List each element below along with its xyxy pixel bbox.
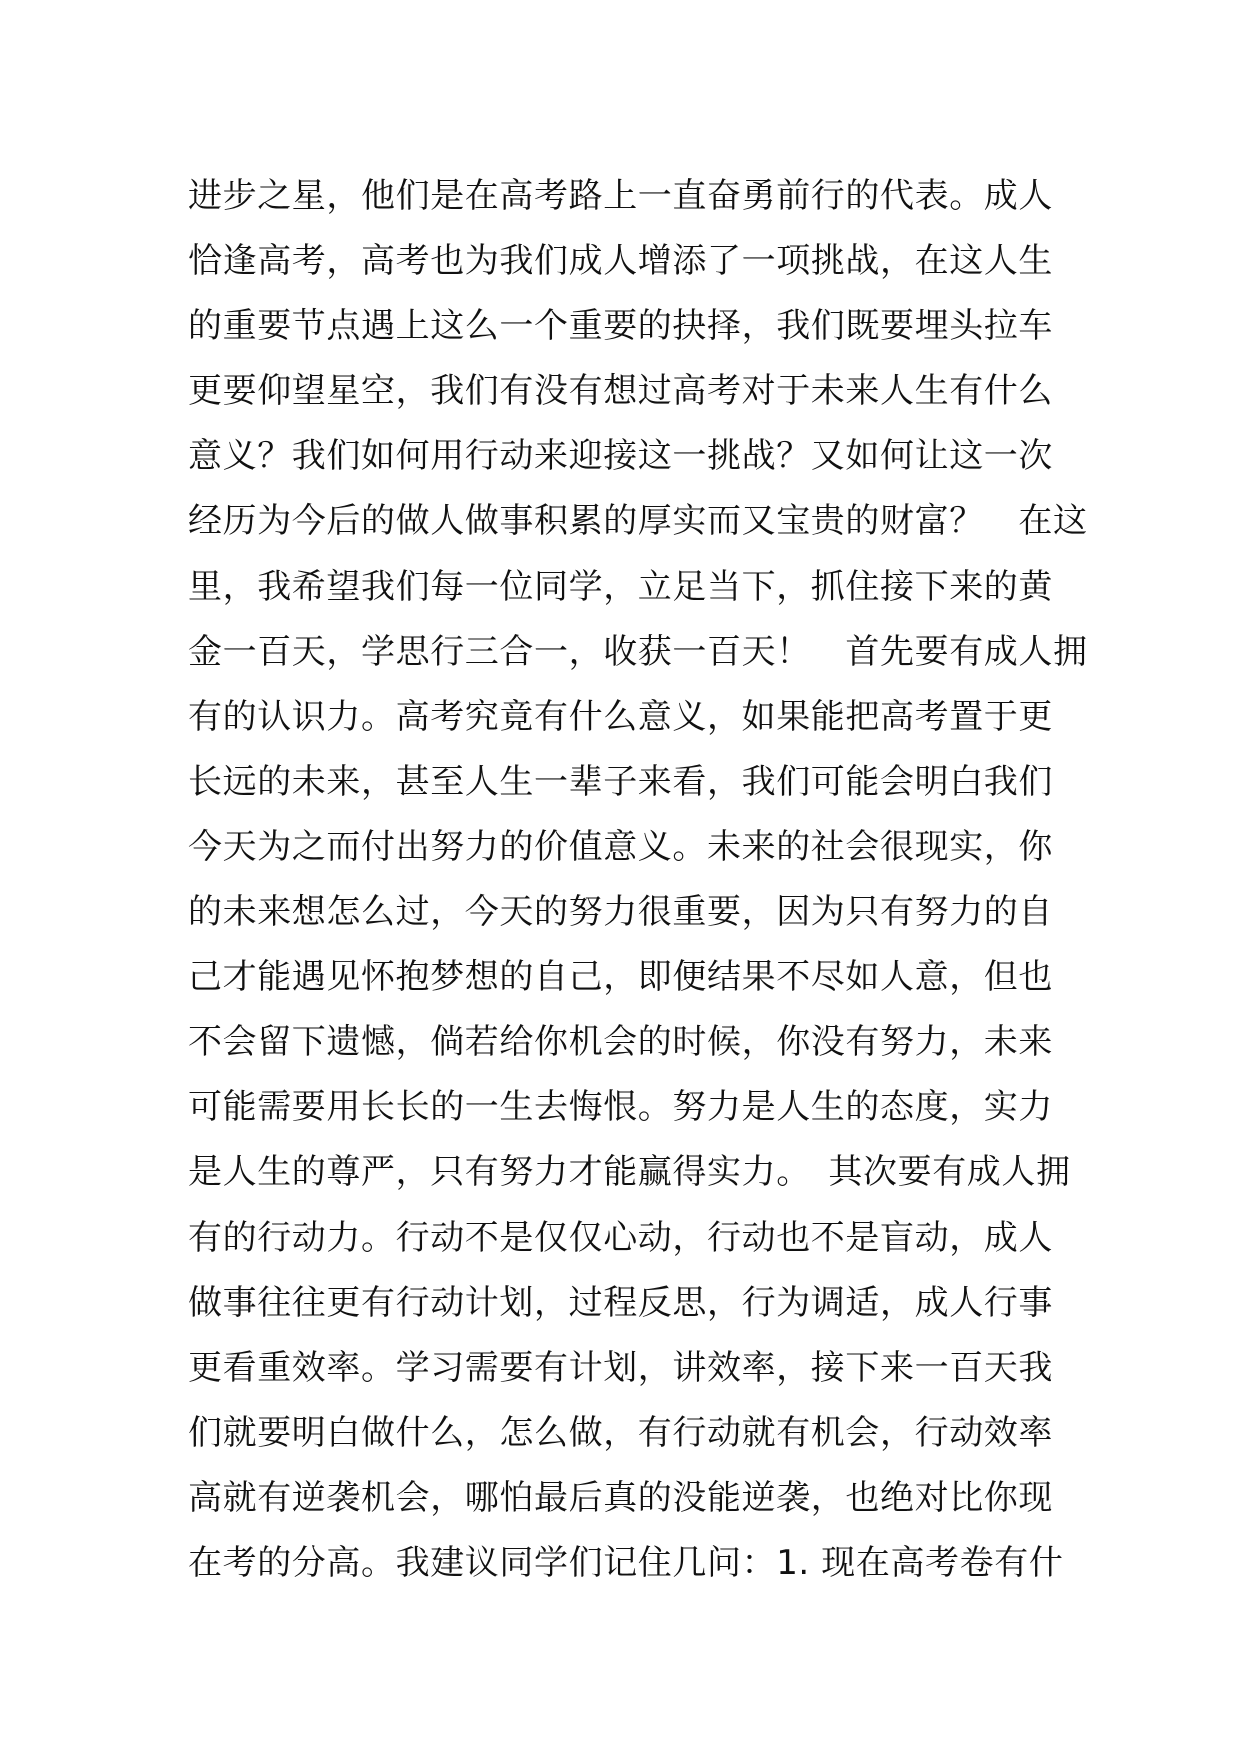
- text-line-3: 的重要节点遇上这么一个重要的抉择，我们既要埋头拉车: [188, 306, 1053, 347]
- text-line-19: 更看重效率。学习需要有计划，讲效率，接下来一百天我: [188, 1347, 1053, 1388]
- text-line-14: 不会留下遗憾，倘若给你机会的时候，你没有努力，未来: [188, 1022, 1053, 1063]
- text-line-20: 们就要明白做什么，怎么做，有行动就有机会，行动效率: [188, 1412, 1053, 1453]
- text-line-5: 意义？我们如何用行动来迎接这一挑战？又如何让这一次: [188, 436, 1053, 477]
- text-line-7: 里，我希望我们每一位同学，立足当下，抓住接下来的黄: [188, 566, 1053, 607]
- text-line-8: 金一百天，学思行三合一，收获一百天！ 首先要有成人拥: [188, 631, 1088, 672]
- text-line-11: 今天为之而付出努力的价值意义。未来的社会很现实，你: [188, 826, 1053, 867]
- text-line-18: 做事往往更有行动计划，过程反思，行为调适，成人行事: [188, 1282, 1053, 1323]
- text-line-9: 有的认识力。高考究竟有什么意义，如果能把高考置于更: [188, 696, 1053, 737]
- text-line-4: 更要仰望星空，我们有没有想过高考对于未来人生有什么: [188, 371, 1053, 412]
- text-line-6: 经历为今后的做人做事积累的厚实而又宝贵的财富？ 在这: [188, 501, 1088, 542]
- text-line-13: 己才能遇见怀抱梦想的自己，即便结果不尽如人意，但也: [188, 957, 1053, 998]
- text-line-21: 高就有逆袭机会，哪怕最后真的没能逆袭，也绝对比你现: [188, 1477, 1053, 1518]
- body-text: [188, 164, 1088, 1596]
- text-line-17: 有的行动力。行动不是仅仅心动，行动也不是盲动，成人: [188, 1217, 1053, 1258]
- text-line-12: 的未来想怎么过，今天的努力很重要，因为只有努力的自: [188, 892, 1053, 933]
- text-line-22: 在考的分高。我建议同学们记住几问：1. 现在高考卷有什: [188, 1542, 1064, 1583]
- text-line-1: 进步之星，他们是在高考路上一直奋勇前行的代表。成人: [188, 176, 1053, 216]
- text-line-15: 可能需要用长长的一生去悔恨。努力是人生的态度，实力: [188, 1087, 1053, 1128]
- text-line-16: 是人生的尊严，只有努力才能赢得实力。 其次要有成人拥: [188, 1152, 1071, 1193]
- text-line-10: 长远的未来，甚至人生一辈子来看，我们可能会明白我们: [188, 761, 1053, 802]
- text-line-2: 恰逢高考，高考也为我们成人增添了一项挑战，在这人生: [188, 241, 1053, 282]
